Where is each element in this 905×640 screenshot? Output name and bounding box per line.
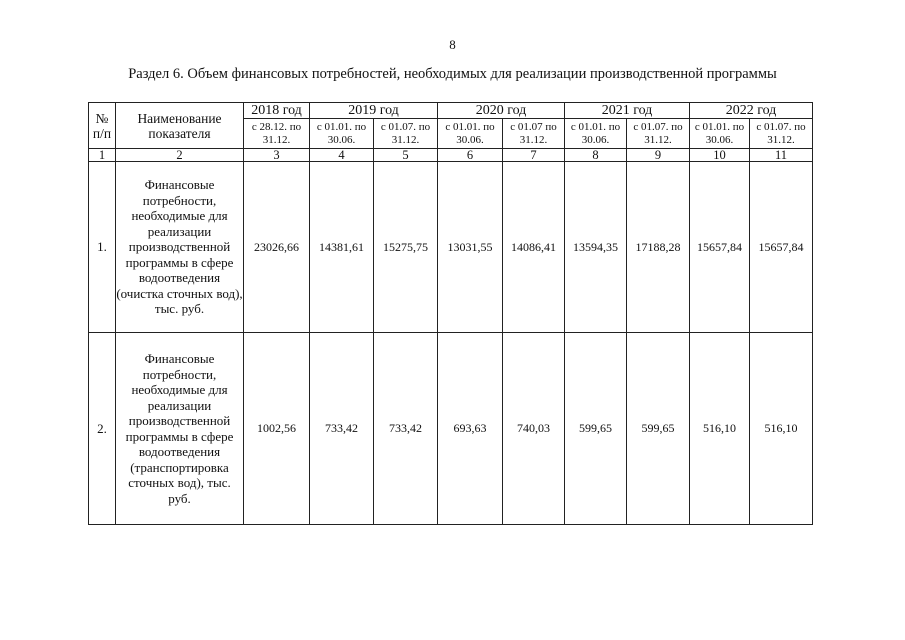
header-row-number: № п/п [89, 103, 116, 149]
column-number: 5 [374, 149, 438, 162]
header-period: с 01.07. по 31.12. [374, 119, 438, 149]
value-cell: 516,10 [750, 333, 813, 525]
value-cell: 15657,84 [750, 162, 813, 333]
value-cell: 15275,75 [374, 162, 438, 333]
column-number: 4 [310, 149, 374, 162]
indicator-name: Финансовые потребности, необходимые для реализации производственной программы в сфере водоотведения (транспортировка сточных вод), тыс. руб. [116, 333, 244, 525]
value-cell: 740,03 [503, 333, 565, 525]
value-cell: 13594,35 [565, 162, 627, 333]
value-cell: 599,65 [565, 333, 627, 525]
value-cell: 23026,66 [244, 162, 310, 333]
header-year: 2019 год [310, 103, 438, 119]
value-cell: 516,10 [690, 333, 750, 525]
column-number: 6 [438, 149, 503, 162]
column-number: 7 [503, 149, 565, 162]
value-cell: 13031,55 [438, 162, 503, 333]
header-period: с 01.01. по 30.06. [438, 119, 503, 149]
header-year-row [89, 103, 813, 119]
column-number: 1 [89, 149, 116, 162]
value-cell: 17188,28 [627, 162, 690, 333]
header-period: с 01.01. по 30.06. [565, 119, 627, 149]
value-cell: 599,65 [627, 333, 690, 525]
header-year: 2018 год [244, 103, 310, 119]
row-number: 2. [89, 333, 116, 525]
row-number: 1. [89, 162, 116, 333]
column-number: 8 [565, 149, 627, 162]
header-year: 2022 год [690, 103, 813, 119]
column-number: 3 [244, 149, 310, 162]
header-period: с 01.07. по 31.12. [627, 119, 690, 149]
header-year: 2021 год [565, 103, 690, 119]
table-row [89, 333, 813, 525]
header-year: 2020 год [438, 103, 565, 119]
column-number: 9 [627, 149, 690, 162]
header-period: с 28.12. по 31.12. [244, 119, 310, 149]
page-number: 8 [449, 37, 456, 52]
header-period: с 01.07 по 31.12. [503, 119, 565, 149]
column-number: 10 [690, 149, 750, 162]
header-period: с 01.01. по 30.06. [690, 119, 750, 149]
section-title: Раздел 6. Объем финансовых потребностей, необходимых для реализации производственной программы [128, 66, 777, 82]
header-indicator-name: Наименование показателя [116, 103, 244, 149]
indicator-name: Финансовые потребности, необходимые для реализации производственной программы в сфере водоотведения (очистка сточных вод), тыс. руб. [116, 162, 244, 333]
column-number-row [89, 149, 813, 162]
value-cell: 733,42 [374, 333, 438, 525]
column-number: 2 [116, 149, 244, 162]
value-cell: 14086,41 [503, 162, 565, 333]
column-number: 11 [750, 149, 813, 162]
value-cell: 14381,61 [310, 162, 374, 333]
header-period: с 01.01. по 30.06. [310, 119, 374, 149]
value-cell: 693,63 [438, 333, 503, 525]
financial-needs-table [88, 102, 813, 525]
value-cell: 733,42 [310, 333, 374, 525]
value-cell: 1002,56 [244, 333, 310, 525]
value-cell: 15657,84 [690, 162, 750, 333]
table-row [89, 162, 813, 333]
header-period: с 01.07. по 31.12. [750, 119, 813, 149]
